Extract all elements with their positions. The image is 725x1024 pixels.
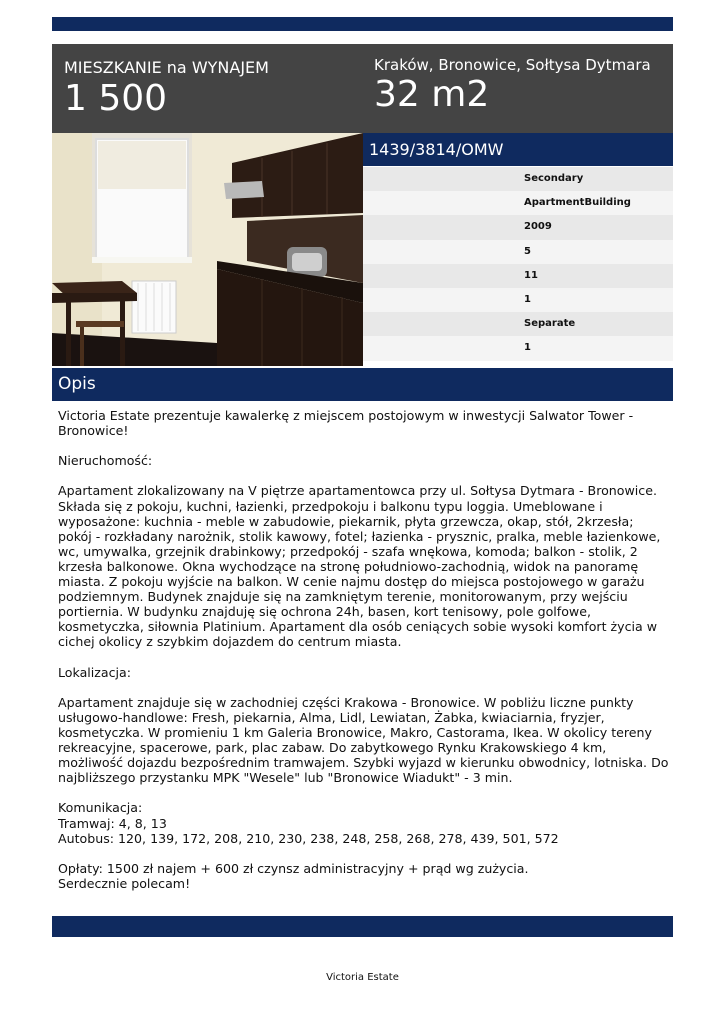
parameters-table xyxy=(363,167,673,361)
listing-area: 32 m2 xyxy=(374,74,490,115)
param-building-floors: 11 xyxy=(363,264,673,288)
apartment-photo xyxy=(52,133,363,366)
description-heading: Opis xyxy=(52,368,673,401)
top-decor-bar xyxy=(52,17,673,31)
listing-header xyxy=(52,44,673,133)
listing-reference: 1439/3814/OMW xyxy=(363,133,673,166)
description-text: Victoria Estate prezentuje kawalerkę z miejscem postojowym w inwestycji Salwator Tower - Bronowice! Nieruchomość: Apartament zlokalizowany na V piętrze apartamentowca przy ul. Sołtysa Dytmara - Bronowice. Składa się z pokoju, kuchni, łazienki, przedpokoju i balkonu typu loggia. Umeblowane i wyposażone: kuchnia - meble w zabudowie, piekarnik, płyta grzewcza, okap, stół, 2krzesła; pokój - rozkładany narożnik, stolik kawowy, fotel; łazienka - prysznic, pralka, meble łazienkowe, wc, umywalka, grzejnik drabinkowy; przedpokój - szafa wnękowa, komoda; balkon - stolik, 2 krzesła balkonowe. Okna wychodzące na stronę południowo-zachodnią, widok na panoramę miasta. Z pokoju wyjście na balkon. W cenie najmu dostęp do miejsca postojowego w garażu podziemnym. Budynek znajduje się na zamkniętym terenie, monitorowanym, przy wejściu portiernia. W budynku znajduję się ochrona 24h, basen, kort tenisowy, pole golfowe, kosmetyczka, siłownia Platinium. Apartament dla osób ceniących sobie wysoki komfort życia w cichej okolicy z szybkim dojazdem do centrum miasta. Lokalizacja: Apartament znajduje się w zachodniej części Krakowa - Bronowice. W pobliżu liczne punkty usługowo-handlowe: Fresh, piekarnia, Alma, Lidl, Lewiatan, Żabka, kwiaciarnia, fryzjer, kosmetyczka. W promieniu 1 km Galeria Bronowice, Makro, Castorama, Ikea. W okolicy tereny rekreacyjne, spacerowe, park, plac zabaw. Do zabytkowego Rynku Krakowskiego 4 km, możliwość dojazdu bezpośrednim tramwajem. Szybki wyjazd w kierunku obwodnicy, lotniska. Do najbliższego przystanku MPK "Wesele" lub "Bronowice Wiadukt" - 3 min. Komunikacja: Tramwaj: 4, 8, 13 Autobus: 120, 139, 172, 208, 210, 230, 238, 248, 258, 268, 278, 439, 501, 572 Opłaty: 1500 zł najem + 600 zł czynsz administracyjny + prąd wg zużycia. Serdecznie polecam! xyxy=(58,408,669,891)
bottom-decor-bar xyxy=(52,916,673,937)
param-bathrooms: 1 xyxy=(363,336,673,360)
param-floor: 5 xyxy=(363,240,673,264)
listing-type: MIESZKANIE na WYNAJEM xyxy=(64,58,269,77)
param-kitchen-type: Separate xyxy=(363,312,673,336)
param-rooms: 1 xyxy=(363,288,673,312)
param-year-built: 2009 xyxy=(363,215,673,239)
footer-agency: Victoria Estate xyxy=(326,972,399,983)
param-building-type: ApartmentBuilding xyxy=(363,191,673,215)
listing-location: Kraków, Bronowice, Sołtysa Dytmara xyxy=(374,56,651,74)
listing-price: 1 500 xyxy=(64,78,168,119)
param-market: Secondary xyxy=(363,167,673,191)
